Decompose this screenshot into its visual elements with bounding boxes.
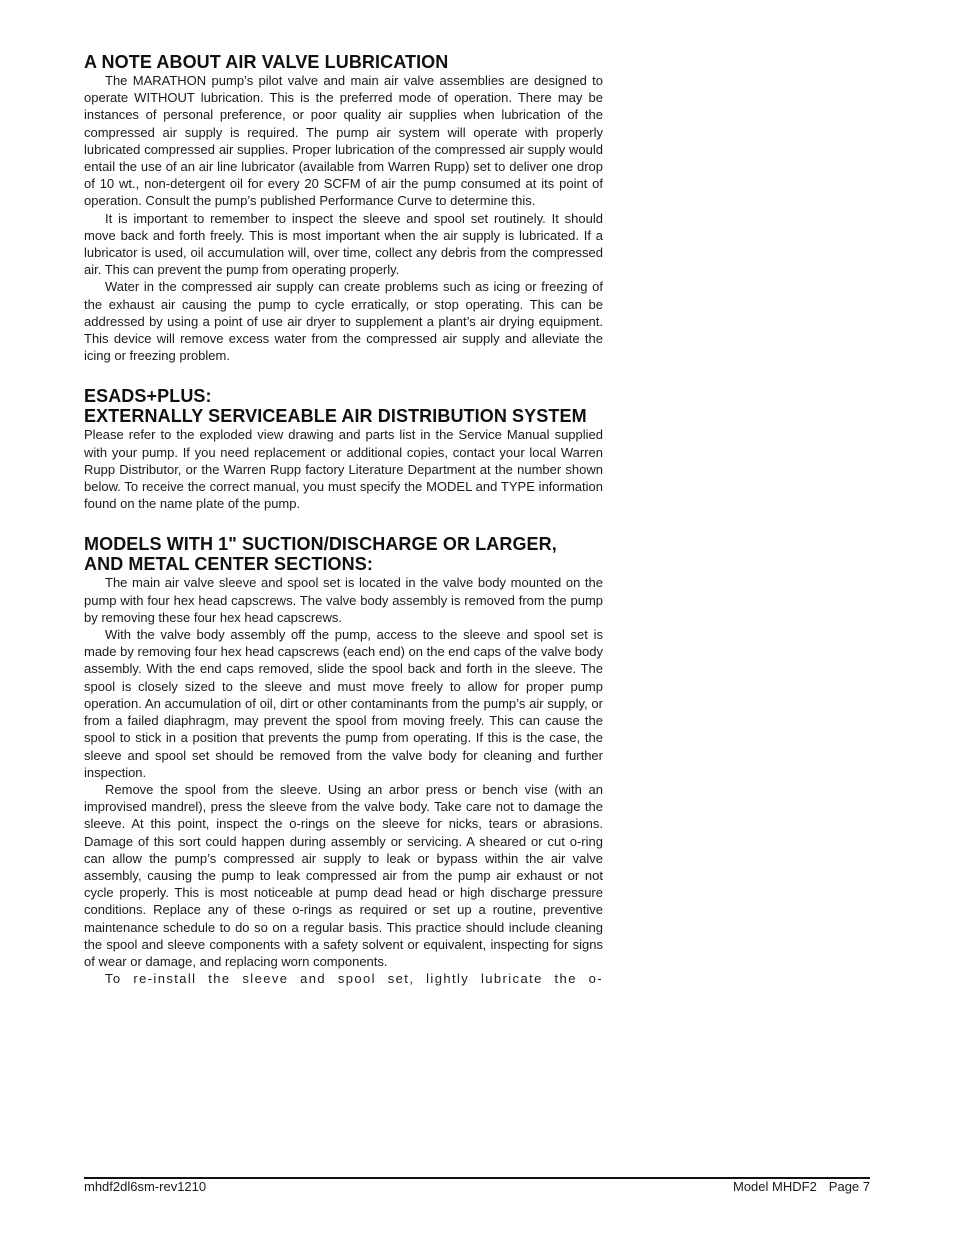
section-air-valve-lubrication bbox=[84, 52, 603, 364]
section-heading-line2: AND METAL CENTER SECTIONS: bbox=[84, 554, 373, 575]
section-heading-line2: EXTERNALLY SERVICEABLE AIR DISTRIBUTION SYSTEM bbox=[84, 406, 587, 427]
paragraph: The main air valve sleeve and spool set is located in the valve body mounted on the pump with four hex head capscrews. The valve body assembly is removed from the pump by removing these four hex head capscrews. bbox=[84, 575, 603, 625]
paragraph-continued: To re-install the sleeve and spool set, lightly lubricate the o- bbox=[105, 971, 603, 987]
section-heading: A NOTE ABOUT AIR VALVE LUBRICATION bbox=[84, 52, 449, 72]
section-models-metal-center bbox=[84, 534, 603, 987]
footer-page-info bbox=[733, 1179, 870, 1195]
section-heading-line1: ESADS+PLUS: bbox=[84, 386, 212, 407]
paragraph: Please refer to the exploded view drawing and parts list in the Service Manual supplied with your pump. If you need replacement or additional copies, contact your local Warren Rupp Distributor, or the Warren Rupp factory Literature Department at the number shown below. To receive the correct manual, you must specify the MODEL and TYPE information found on the name plate of the pump. bbox=[84, 427, 603, 512]
footer-page-number: Page 7 bbox=[828, 1179, 870, 1194]
footer-model: Model MHDF2 bbox=[733, 1179, 817, 1194]
paragraph: With the valve body assembly off the pump, access to the sleeve and spool set is made by removing four hex head capscrews (each end) on the end caps of the valve body assembly. With the end caps removed, slide the spool back and forth in the sleeve. The spool is closely sized to the sleeve and must move freely to allow for proper pump operation. An accumulation of oil, dirt or other contaminants from the pump’s air supply, or from a failed diaphragm, may prevent the spool from moving freely. This can cause the spool to stick in a position that prevents the pump from operating. If this is the case, the sleeve and spool set should be removed from the valve body for cleaning and further inspection. bbox=[84, 627, 603, 780]
paragraph: It is important to remember to inspect the sleeve and spool set routinely. It should move back and forth freely. This is most important when the air supply is lubricated. If a lubricator is used, oil accumulation will, over time, collect any debris from the compressed air. This can prevent the pump from operating properly. bbox=[84, 210, 603, 278]
section-heading-line1: MODELS WITH 1" SUCTION/DISCHARGE OR LARGER, bbox=[84, 534, 557, 555]
paragraph: Remove the spool from the sleeve. Using an arbor press or bench vise (with an improvised mandrel), press the sleeve from the valve body. Take care not to damage the sleeve. At this point, inspect the o-rings on the sleeve for nicks, tears or abrasions. Damage of this sort could happen during assembly or servicing. A sheared or cut o-ring can allow the pump’s compressed air supply to leak or bypass within the air valve assembly, causing the pump to leak compressed air from the pump air exhaust or not cycle properly. This is most noticeable at pump dead head or high discharge pressure conditions. Replace any of these o-rings as required or set up a routine, preventive maintenance schedule to do so on a regular basis. This practice should include cleaning the spool and sleeve components with a safety solvent or equivalent, inspecting for signs of wear or damage, and replacing worn components. bbox=[84, 781, 603, 969]
section-esads-plus bbox=[84, 386, 603, 512]
paragraph: Water in the compressed air supply can create problems such as icing or freezing of the exhaust air causing the pump to cycle erratically, or stop operating. This can be addressed by using a point of use air dryer to supplement a plant’s air drying equipment. This device will remove excess water from the compressed air supply and alleviate the icing or freezing problem. bbox=[84, 279, 603, 364]
footer-document-id: mhdf2dl6sm-rev1210 bbox=[84, 1179, 207, 1194]
paragraph: The MARATHON pump’s pilot valve and main air valve assemblies are designed to operate WITHOUT lubrication. This is the preferred mode of operation. There may be instances of personal preference, or poor quality air supplies when lubrication of the compressed air supply is required. The pump air system will operate with properly lubricated compressed air supplies. Proper lubrication of the compressed air supply would entail the use of an air line lubricator (available from Warren Rupp) set to deliver one drop of 10 wt., non-detergent oil for every 20 SCFM of air the pump consumed at its point of operation. Consult the pump’s published Performance Curve to determine this. bbox=[84, 73, 603, 209]
main-text-column bbox=[84, 52, 603, 987]
